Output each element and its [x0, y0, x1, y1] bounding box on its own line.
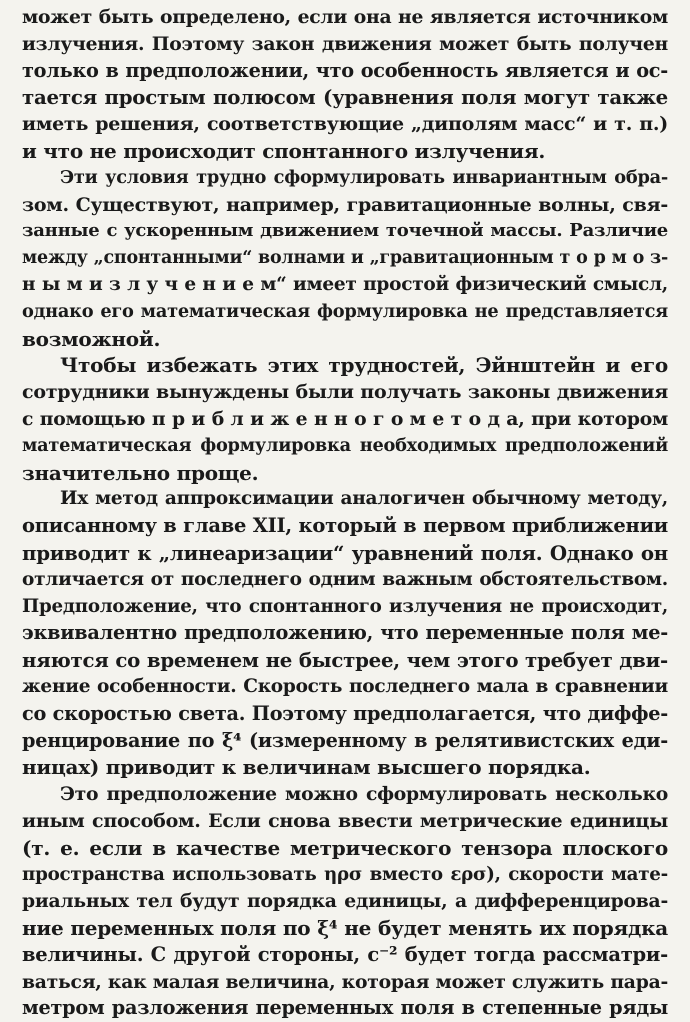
text-line: возможной. — [22, 326, 161, 351]
text-line: однако его математическая формулировка не представляется — [22, 300, 668, 322]
text-line: только в предположении, что особенность является и ос- — [22, 58, 668, 82]
paragraph-5 — [22, 781, 668, 1022]
text-line: Эти условия трудно сформулировать инвариантным обра- — [60, 166, 668, 188]
text-line: ние переменных поля по ξ⁴ не будет менять их порядка — [22, 916, 668, 941]
text-line: метром разложения переменных поля в степенные ряды — [22, 996, 668, 1020]
text-line: со скоростью света. Поэтому предполагается, что диффе- — [22, 701, 668, 725]
text-line: зом. Существуют, например, гравитационные волны, свя- — [22, 193, 668, 216]
text-line: ренцирование по ξ⁴ (измеренному в релятивистских еди- — [22, 728, 668, 752]
paragraph-4 — [22, 486, 668, 781]
text-line: сотрудники вынуждены были получать законы движения — [22, 381, 668, 404]
text-line: Предположение, что спонтанного излучения не происходит, — [22, 595, 668, 617]
text-line: тается простым полюсом (уравнения поля могут также — [22, 85, 668, 110]
text-line: ваться, как малая величина, которая может служить пара- — [22, 970, 668, 993]
text-line: Их метод аппроксимации аналогичен обычному методу, — [60, 488, 668, 510]
text-line: величины. С другой стороны, c⁻² будет тогда рассматри- — [22, 942, 668, 966]
text-line: приводит к „линеаризации“ уравнений поля. Однако он — [22, 540, 668, 565]
text-line: иметь решения, соответствующие „диполям масс“ и т. п.) — [22, 113, 668, 136]
text-line: значительно проще. — [22, 460, 259, 485]
text-line: отличается от последнего одним важным обстоятельством. — [22, 568, 668, 590]
text-line: описанному в главе XII, который в первом приближении — [22, 514, 668, 538]
text-line: математическая формулировка необходимых предположений — [22, 434, 668, 456]
text-line: может быть определено, если она не является источником — [22, 6, 668, 28]
text-line: риальных тел будут порядка единицы, а дифференцирова- — [22, 890, 668, 913]
text-line: эквивалентно предположению, что переменные поля ме- — [22, 621, 668, 645]
text-line: жение особенности. Скорость последнего мала в сравнении — [22, 675, 668, 697]
text-line: между „спонтанными“ волнами и „гравитационным т о р м о з- — [22, 248, 668, 269]
text-line: с помощью п р и б л и ж е н н о г о м е т о д а, при котором — [22, 407, 668, 430]
text-line: и что не происходит спонтанного излучения. — [22, 138, 546, 163]
paragraph-3 — [22, 352, 668, 486]
text-line: (т. е. если в качестве метрического тензора плоского — [22, 835, 668, 860]
text-line: Это предположение можно сформулировать несколько — [60, 783, 668, 806]
text-line: занные с ускоренным движением точечной массы. Различие — [22, 220, 668, 242]
text-line: няются со временем не быстрее, чем этого требует дви- — [22, 648, 668, 673]
text-line: пространства использовать ηρσ вместо ερσ), скорости мате- — [22, 863, 668, 885]
text-line: Чтобы избежать этих трудностей, Эйнштейн и его — [60, 353, 668, 378]
text-line: н ы м и з л у ч е н и е м“ имеет простой физический смысл, — [22, 273, 668, 295]
paragraph-2 — [22, 165, 668, 353]
text-line: иным способом. Если снова ввести метрические единицы — [22, 809, 668, 832]
paragraph-1 — [22, 4, 668, 165]
text-line: ницах) приводит к величинам высшего порядка. — [22, 755, 591, 780]
text-line: излучения. Поэтому закон движения может быть получен — [22, 32, 668, 55]
